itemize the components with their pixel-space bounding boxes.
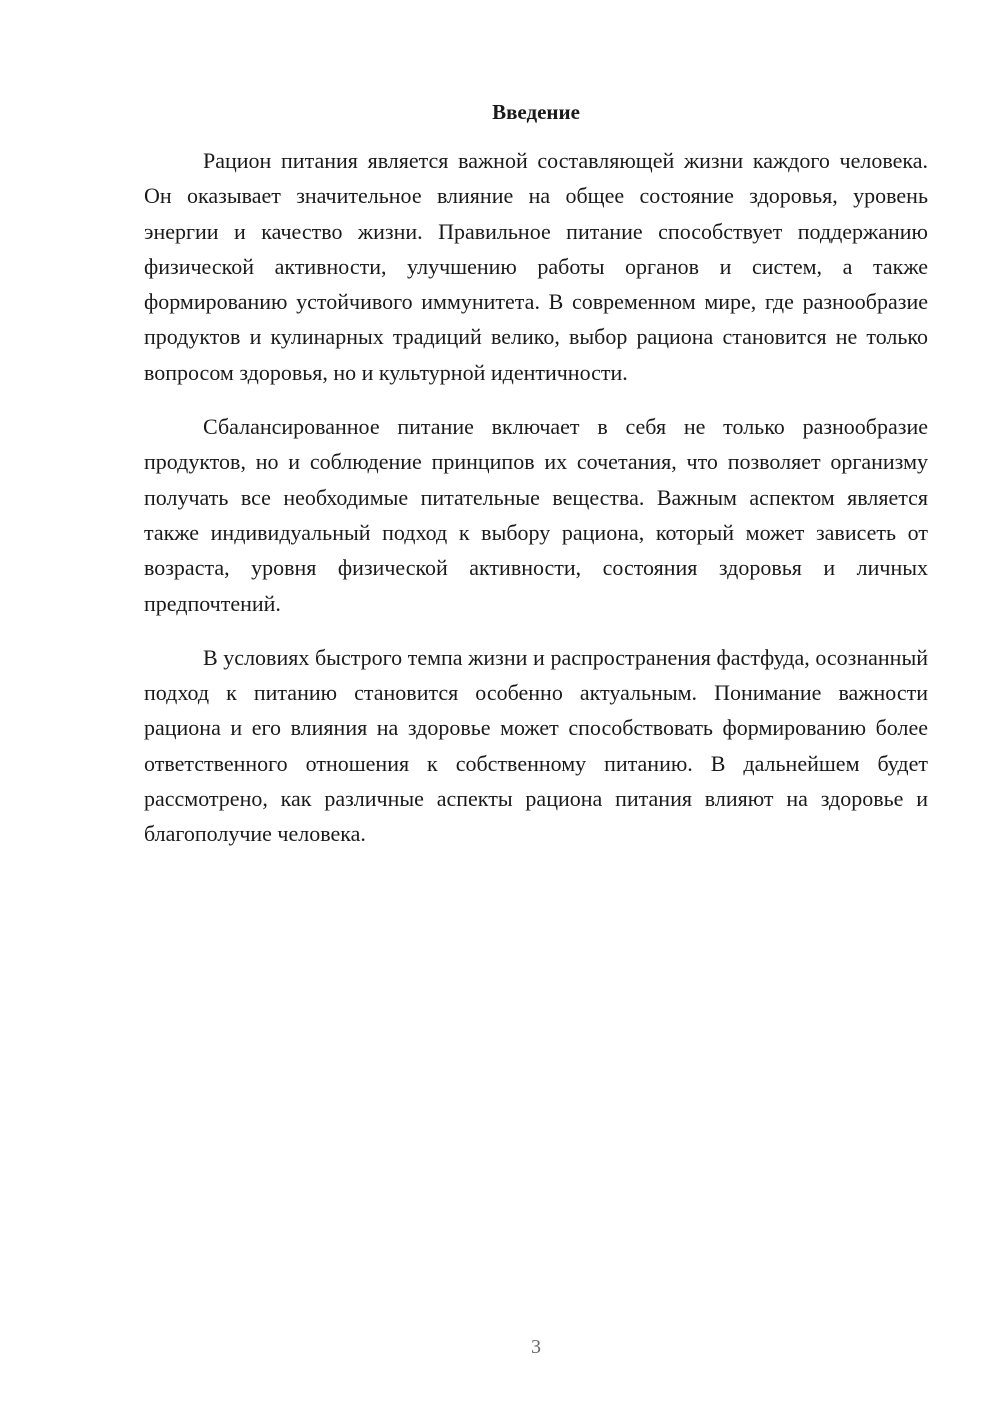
body-text: [144, 143, 928, 871]
paragraph-1: Рацион питания является важной составляющей жизни каждого человека. Он оказывает значительное влияние на общее состояние здоровья, уровень энергии и качество жизни. Правильное питание способствует поддержанию физической активности, улучшению работы органов и систем, а также формированию устойчивого иммунитета. В современном мире, где разнообразие продуктов и кулинарных традиций велико, выбор рациона становится не только вопросом здоровья, но и культурной идентичности.: [144, 148, 928, 385]
page-number: 3: [531, 1336, 541, 1358]
section-heading: Введение: [492, 100, 580, 124]
paragraph-3: В условиях быстрого темпа жизни и распространения фастфуда, осознанный подход к питанию становится особенно актуальным. Понимание важности рациона и его влияния на здоровье может способствовать формированию более ответственного отношения к собственному питанию. В дальнейшем будет рассмотрено, как различные аспекты рациона питания влияют на здоровье и благополучие человека.: [144, 644, 928, 847]
paragraph-2: Сбалансированное питание включает в себя не только разнообразие продуктов, но и соблюдение принципов их сочетания, что позволяет организму получать все необходимые питательные вещества. Важным аспектом является также индивидуальный подход к выбору рациона, который может зависеть от возраста, уровня физической активности, состояния здоровья и личных предпочтений.: [144, 414, 928, 616]
